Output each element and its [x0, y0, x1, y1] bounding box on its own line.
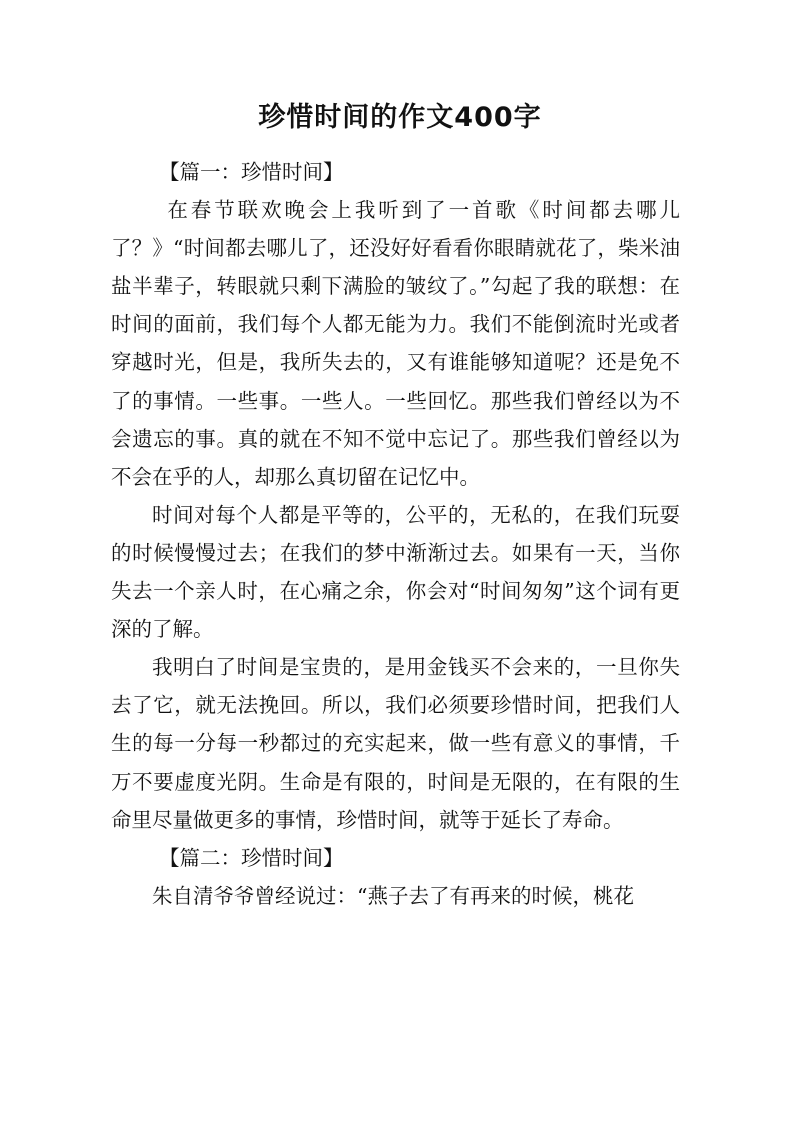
section-1: [111, 153, 680, 839]
section-heading: 【篇一：珍惜时间】: [159, 160, 344, 184]
paragraph: 我明白了时间是宝贵的，是用金钱买不会来的，一旦你失去了它，就无法挽回。所以，我们必须要珍惜时间，把我们人生的每一分每一秒都过的充实起来，做一些有意义的事情，千万不要虚度光阴。生命是有限的，时间是无限的，在有限的生命里尽量做更多的事情，珍惜时间，就等于延长了寿命。: [111, 655, 680, 832]
document-title: 珍惜时间的作文400字: [258, 102, 542, 133]
paragraph: 朱自清爷爷曾经说过：“燕子去了有再来的时候，桃花: [152, 883, 634, 908]
section-heading: 【篇二：珍惜时间】: [159, 845, 344, 870]
document-body: [111, 153, 680, 915]
section-2: [111, 839, 680, 915]
paragraph: 时间对每个人都是平等的，公平的，无私的，在我们玩耍的时候慢慢过去；在我们的梦中渐渐过去。如果有一天，当你失去一个亲人时，在心痛之余，你会对“时间匆匆”这个词有更深的了解。: [111, 502, 680, 642]
paragraph: 在春节联欢晚会上我听到了一首歌《时间都去哪儿了？》“时间都去哪儿了，还没好好看看你眼睛就花了，柴米油盐半辈子，转眼就只剩下满脸的皱纹了。”勾起了我的联想：在时间的面前，我们每个人都无能为力。我们不能倒流时光或者穿越时光，但是，我所失去的，又有谁能够知道呢？还是免不了的事情。一些事。一些人。一些回忆。那些我们曾经以为不会遗忘的事。真的就在不知不觉中忘记了。那些我们曾经以为不会在乎的人，却那么真切留在记忆中。: [111, 198, 680, 489]
